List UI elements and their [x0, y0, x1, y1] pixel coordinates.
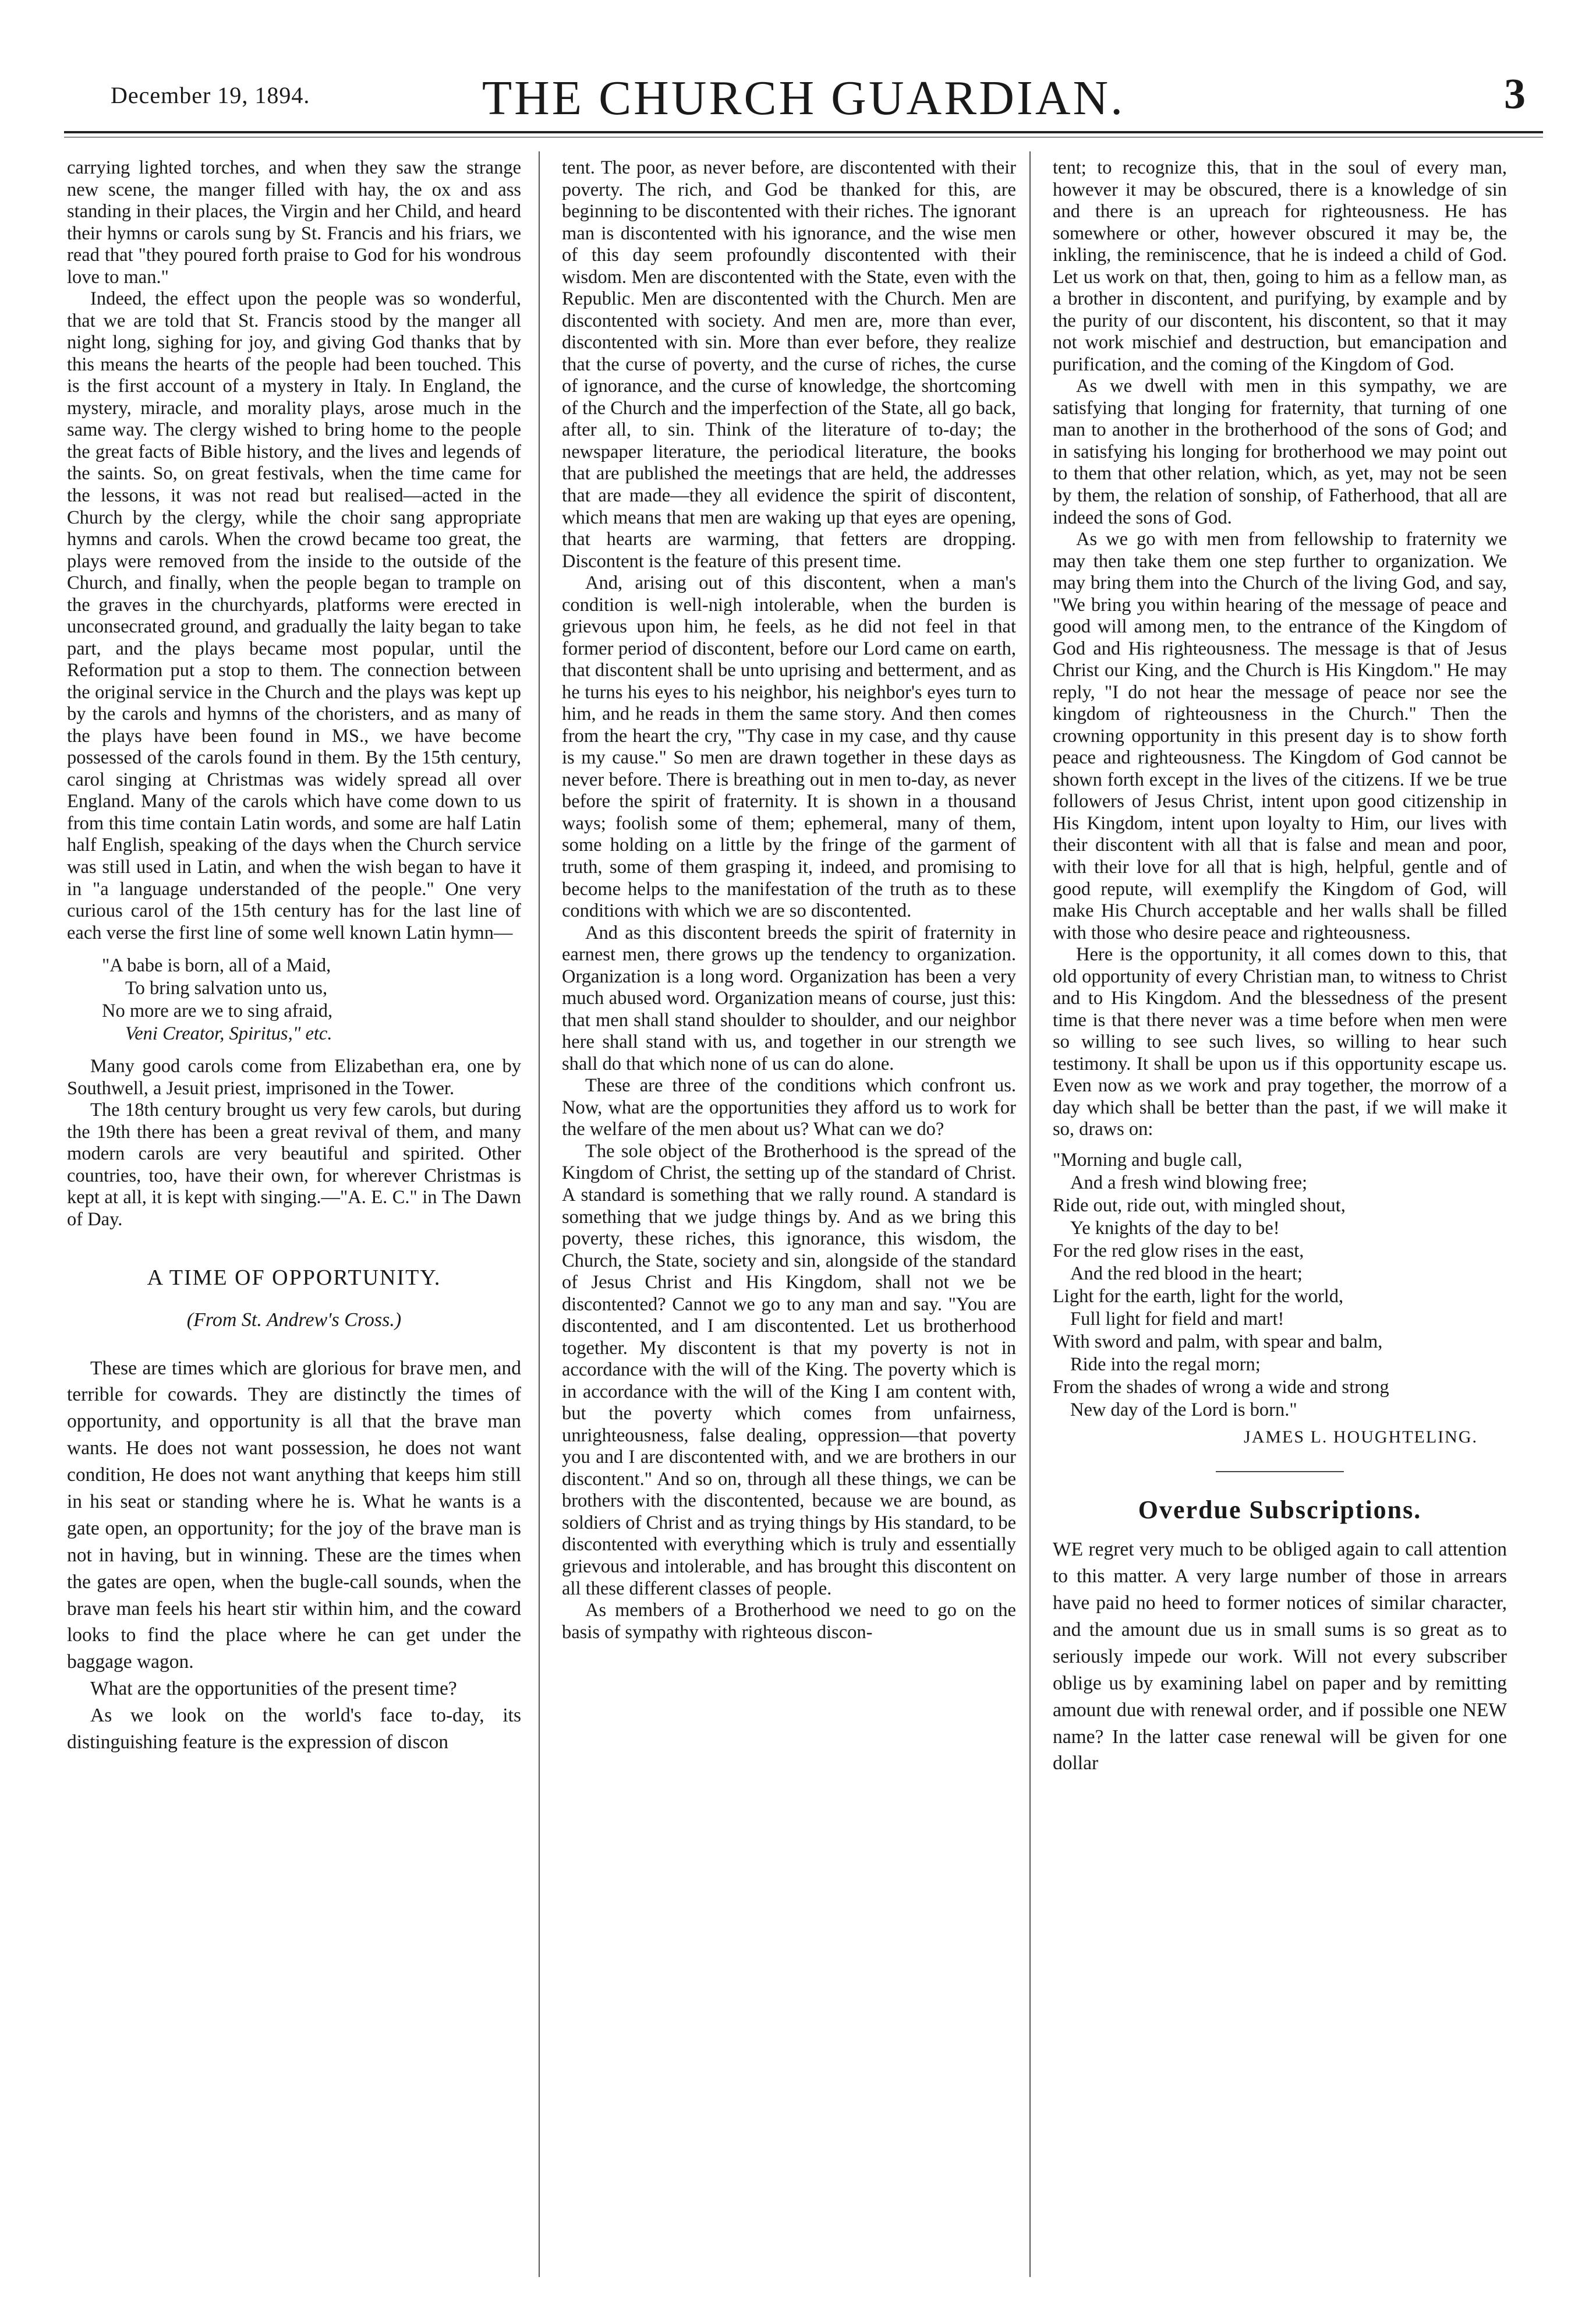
column-2: [562, 157, 1016, 2277]
column-divider: [1029, 151, 1031, 2277]
verse-line: For the red glow rises in the east,: [1053, 1240, 1304, 1261]
paragraph: As we go with men from fellowship to fraternity we may then take them one step further to organization. We may bring them into the Church of the living God, and say, "We bring you within hearing of the message of peace and good will among men, to the entrance of the Kingdom of God and His righteousness. The message is that of Jesus Christ our King, and the Church is His Kingdom." He may reply, "I do not hear the message of peace nor see the kingdom of righteousness in the Church." Then the crowning opportunity in this present day is to show forth peace and righteousness. The Kingdom of God cannot be shown forth except in the lives of the citizens. If we be true followers of Jesus Christ, intent upon good citizenship in His Kingdom, intent upon loyalty to Him, our lives with their discontent with all that is false and mean and poor, with their love for all that is high, helpful, gentle and of good repute, will exemplify the Kingdom of God, will make His Church acceptable and her walls shall be filled with those who desire peace and righteousness.: [1053, 529, 1507, 943]
notice-heading: Overdue Subscriptions.: [1138, 1495, 1422, 1524]
column-divider: [539, 151, 540, 2277]
paragraph: As we look on the world's face to-day, its distinguishing feature is the expression of discon: [67, 1705, 521, 1753]
masthead: [64, 23, 1543, 134]
verse-line: New day of the Lord is born.": [1070, 1399, 1297, 1420]
paragraph: And, arising out of this discontent, when a man's condition is well-nigh intolerable, when the burden is grievous upon him, he feels, as he did not feel in that former period of discontent, before our Lord came on earth, that discontent shall be unto uprising and betterment, and as he turns his eyes to his neighbor, his neighbor's eyes turn to him, and he reads in them the same story. And then comes from the heart the cry, "Thy case in my case, and thy cause is my cause." So men are drawn together in these days as never before. There is breathing out in men to-day, as never before the spirit of fraternity. It is shown in a thousand ways; foolish some of them; ephemeral, many of them, some holding on a little by the fringe of the garment of truth, some of them grasping it, indeed, and promising to become helps to the manifestation of the truth as to these conditions with which we are so discontented.: [562, 572, 1016, 922]
paragraph: The sole object of the Brotherhood is the spread of the Kingdom of Christ, the setting up of the standard of Christ. A standard is something that we rally round. A standard is something that we judge things by. And as we bring this poverty, these riches, this ignorance, this wisdom, the Church, the State, society and sin, alongside of the standard of Jesus Christ and His Kingdom, shall not we be discontented? Cannot we go to any man and say. "You are discontented, and I am discontented. Let us brotherhood together. My discontent is that my poverty is not in accordance with the will of the King. The poverty which is in accordance with the will of the King I am content with, but the poverty which comes from unfairness, unrighteousness, false dealing, oppression—that poverty you and I are discontented with, and we are brothers in our discontent." And so on, through all these things, we can be brothers with the discontented, because we are bound, as soldiers of Christ and as trying things by His standard, to be discontented with everything which is truly and essentially grievous and intolerable, and has brought this discontent on all these different classes of people.: [562, 1140, 1016, 1599]
paragraph: Many good carols come from Elizabethan era, one by Southwell, a Jesuit priest, imprisoned in the Tower.: [67, 1056, 521, 1099]
issue-date: December 19, 1894.: [111, 82, 310, 108]
verse-line: From the shades of wrong a wide and strong: [1053, 1376, 1389, 1398]
column-3: [1053, 157, 1507, 2277]
verse-line: "A babe is born, all of a Maid,: [102, 955, 331, 977]
paragraph: Indeed, the effect upon the people was so wonderful, that we are told that St. Francis stood by the manger all night long, sighing for joy, and giving God thanks that by this means the hearts of the people had been touched. This is the first account of a mystery in Italy. In England, the mystery, miracle, and morality plays, arose much in the same way. The clergy wished to bring home to the people the great facts of Bible history, and the lives and legends of the saints. So, on great festivals, when the time came for the lessons, it was not read but realised—acted in the Church by the clergy, while the choir sang appropriate hymns and carols. When the crowd became too great, the plays were removed from the inside to the outside of the Church, and finally, when the people began to trample on the graves in the churchyards, platforms were erected in unconsecrated ground, and gradually the laity began to take part, and the plays became most popular, until the Reformation put a stop to them. The connection between the original service in the Church and the plays was kept up by the carols and hymns of the choristers, and as many of the plays have been found in MS., we have become possessed of the carols found in them. By the 15th century, carol singing at Christmas was widely spread all over England. Many of the carols which have come down to us from this time contain Latin words, and some are half Latin half English, speaking of the days when the Church service was still used in Latin, and when the wish began to have it in "a language understanded of the people." One very curious carol of the 15th century has for the last line of each verse the first line of some well known Latin hymn—: [67, 288, 521, 943]
paragraph: What are the opportunities of the present time?: [90, 1678, 457, 1700]
article-heading: A TIME OF OPPORTUNITY.: [147, 1265, 441, 1291]
verse-line: Ride into the regal morn;: [1070, 1353, 1261, 1375]
verse-line: Veni Creator, Spiritus," etc.: [125, 1023, 332, 1045]
paragraph: As we dwell with men in this sympathy, we are satisfying that longing for fraternity, that turning of one man to another in the brotherhood of the sons of God; and in satisfying his longing for brotherhood we may point out to them that other relation, which, as yet, may not be seen by them, the relation of sonship, of Fatherhood, that all are indeed the sons of God.: [1053, 376, 1507, 528]
paragraph: tent. The poor, as never before, are discontented with their poverty. The rich, and God be thanked for this, are beginning to be discontented with their riches. The ignorant man is discontented with his ignorance, and the wise men of this day seem profoundly discontented with their wisdom. Men are discontented with the State, even with the Republic. Men are discontented with the Church. Men are discontented with society. And men are, more than ever, discontented with sin. More than ever before, they realize that the curse of poverty, and the curse of riches, the curse of ignorance, and the curse of knowledge, the shortcoming of the Church and the imperfection of the State, all go back, after all, to sin. Think of the literature of to-day; the newspaper literature, the periodical literature, the books that are published the meetings that are held, the addresses that are made—they all evidence the spirit of discontent, which means that men are waking up that eyes are opening, that hearts are warming, that fetters are dropping. Discontent is the feature of this present time.: [562, 157, 1016, 572]
page-number: 3: [1504, 70, 1526, 118]
verse-line: No more are we to sing afraid,: [102, 1000, 333, 1022]
paragraph: These are three of the conditions which confront us. Now, what are the opportunities they afford us to work for the welfare of the men about us? What can we do?: [562, 1075, 1016, 1140]
masthead-rule: [64, 131, 1543, 133]
paragraph: And as this discontent breeds the spirit of fraternity in earnest men, there grows up the tendency to organization. Organization is a long word. Organization has been a very much abused word. Organization means of course, just this: that men shall stand shoulder to shoulder, and our neighbor here shall stand with us, and together in our strength we shall do that which none of us can do alone.: [562, 922, 1016, 1074]
paragraph: carrying lighted torches, and when they saw the strange new scene, the manger filled with hay, the ox and ass standing in their places, the Virgin and her Child, and heard their hymns or carols sung by St. Francis and his friars, we read that "they poured forth praise to God for his wondrous love to man.": [67, 157, 521, 288]
carol-verse: [102, 954, 521, 1045]
closing-poem: [1053, 1149, 1507, 1422]
author-signature: JAMES L. HOUGHTELING.: [1244, 1427, 1478, 1447]
paragraph: The 18th century brought us very few carols, but during the 19th there has been a great revival of them, and many modern carols are very beautiful and spirited. Other countries, too, have their own, for wherever Christmas is kept at all, it is kept with singing.—"A. E. C." in The Dawn of Day.: [67, 1099, 521, 1230]
verse-line: To bring salvation unto us,: [125, 978, 328, 999]
verse-line: Ye knights of the day to be!: [1070, 1217, 1280, 1239]
column-1: [67, 157, 521, 2277]
paragraph: WE regret very much to be obliged again to call attention to this matter. A very large number of those in arrears have paid no heed to former notices of similar character, and the amount due us in small sums is so great as to seriously impede our work. Will not every subscriber oblige us by examining label on paper and by remitting amount due with renewal order, and if possible one NEW name? In the latter case renewal will be given for one dollar: [1053, 1539, 1507, 1774]
paragraph: tent; to recognize this, that in the soul of every man, however it may be obscured, there is a knowledge of sin and there is an upreach for righteousness. He has somewhere or other, however obscured it may be, the inkling, the reminiscence, that he is indeed a child of God. Let us work on that, then, going to him as a fellow man, as a brother in discontent, and purifying, by example and by the purity of our discontent, his discontent, so that it may not work mischief and destruction, but emancipation and purification, and the coming of the Kingdom of God.: [1053, 157, 1507, 375]
paragraph: Here is the opportunity, it all comes down to this, that old opportunity of every Christian man, to witness to Christ and to His Kingdom. And the blessedness of the present time is that there never was a time before when men were so willing to see such lives, so willing to hear such testimony. It shall be upon us if this opportunity escape us. Even now as we work and pray together, the morrow of a day which shall be better than the past, if we will make it so, draws on:: [1053, 944, 1507, 1140]
paragraph: As members of a Brotherhood we need to go on the basis of sympathy with righteous discon-: [562, 1600, 1016, 1643]
verse-line: With sword and palm, with spear and balm,: [1053, 1331, 1383, 1352]
section-rule: [1216, 1471, 1344, 1472]
verse-line: And a fresh wind blowing free;: [1070, 1172, 1308, 1193]
article-source: (From St. Andrew's Cross.): [186, 1309, 402, 1331]
verse-line: And the red blood in the heart;: [1070, 1263, 1303, 1284]
verse-line: Full light for field and mart!: [1070, 1308, 1284, 1330]
newspaper-title: THE CHURCH GUARDIAN.: [482, 71, 1126, 125]
verse-line: Light for the earth, light for the world,: [1053, 1285, 1344, 1307]
verse-line: Ride out, ride out, with mingled shout,: [1053, 1194, 1346, 1216]
verse-line: "Morning and bugle call,: [1053, 1149, 1243, 1171]
paragraph: These are times which are glorious for brave men, and terrible for cowards. They are distinctly the times of opportunity, and opportunity is all that the brave man wants. He does not want possession, he does not want condition, He does not want anything that keeps him still in his seat or standing where he is. What he wants is a gate open, an opportunity; for the joy of the brave man is not in having, but in winning. These are the times when the gates are open, when the bugle-call sounds, when the brave man feels his heart stir within him, and the coward looks to find the place where he can get under the baggage wagon.: [67, 1357, 521, 1673]
